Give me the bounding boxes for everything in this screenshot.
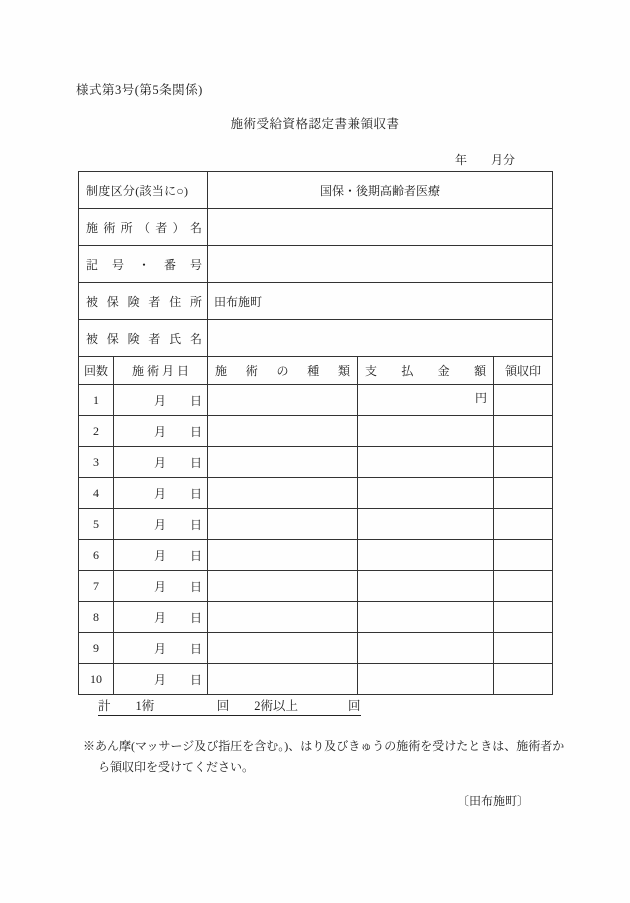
count-cell: 4 [79,478,114,509]
treatment-row [79,602,553,633]
form-number: 様式第3号(第5条関係) [76,83,203,97]
treatment-row [79,571,553,602]
receipt-cell [494,509,553,540]
type-cell [208,447,358,478]
receipt-cell [494,385,553,416]
total-line [98,696,361,714]
receipt-cell [494,540,553,571]
date-cell: 月 日 [114,633,208,664]
date-cell: 月 日 [114,602,208,633]
info-label: 施 術 所 （ 者 ） 名 [79,209,208,246]
info-label: 制度区分(該当に○) [79,172,208,209]
count-cell: 7 [79,571,114,602]
treatment-row [79,540,553,571]
info-row-insured-name [79,320,553,357]
date-cell: 月 日 [114,478,208,509]
receipt-cell [494,478,553,509]
count-cell: 1 [79,385,114,416]
info-value [208,209,553,246]
date-cell: 月 日 [114,571,208,602]
info-value [208,320,553,357]
info-row-practitioner [79,209,553,246]
receipt-cell [494,447,553,478]
type-cell [208,478,358,509]
treatment-row [79,416,553,447]
type-cell [208,602,358,633]
count-cell: 6 [79,540,114,571]
amount-cell [358,447,494,478]
header-amount: 支 払 金 額 [358,357,494,385]
header-date: 施 術 月 日 [114,357,208,385]
date-cell: 月 日 [114,385,208,416]
treatment-row [79,447,553,478]
count-cell: 9 [79,633,114,664]
receipt-cell [494,664,553,695]
treatment-row [79,478,553,509]
treatment-row [79,664,553,695]
info-label: 被 保 険 者 住 所 [79,283,208,320]
count-cell: 3 [79,447,114,478]
info-row-insured-address [79,283,553,320]
receipt-cell [494,633,553,664]
info-label: 記 号 ・ 番 号 [79,246,208,283]
issuer-label: 〔田布施町〕 [457,794,530,808]
header-receipt-stamp: 領収印 [494,357,553,385]
amount-cell [358,571,494,602]
date-cell: 月 日 [114,664,208,695]
receipt-cell [494,571,553,602]
treatment-row [79,633,553,664]
count-cell: 2 [79,416,114,447]
total-line-text: 計 1術 回 2術以上 回 [98,699,361,716]
info-value [208,246,553,283]
page-title: 施術受給資格認定書兼領収書 [230,117,400,131]
amount-cell [358,633,494,664]
header-count: 回数 [79,357,114,385]
receipt-cell [494,602,553,633]
type-cell [208,509,358,540]
date-cell: 月 日 [114,447,208,478]
receipt-cell [494,416,553,447]
info-row-system [79,172,553,209]
amount-cell: 円 [358,385,494,416]
amount-cell [358,602,494,633]
count-cell: 10 [79,664,114,695]
count-cell: 5 [79,509,114,540]
amount-cell [358,509,494,540]
treatment-row [79,509,553,540]
date-cell: 月 日 [114,509,208,540]
amount-cell [358,478,494,509]
type-cell [208,571,358,602]
form-table [78,171,553,695]
amount-cell [358,664,494,695]
date-cell: 月 日 [114,416,208,447]
type-cell [208,416,358,447]
header-type: 施 術 の 種 類 [208,357,358,385]
amount-cell [358,540,494,571]
info-value: 国保・後期高齢者医療 [208,172,553,209]
treatment-header-row [79,357,553,385]
info-row-symbol-number [79,246,553,283]
period-label: 年 月分 [455,153,516,167]
type-cell [208,540,358,571]
info-label: 被 保 険 者 氏 名 [79,320,208,357]
type-cell [208,664,358,695]
type-cell [208,385,358,416]
count-cell: 8 [79,602,114,633]
type-cell [208,633,358,664]
amount-cell [358,416,494,447]
note-text: ※あん摩(マッサージ及び指圧を含む。)、はり及びきゅうの施術を受けたときは、施術者から領収印を受けてください。 [83,739,565,774]
treatment-row [79,385,553,416]
date-cell: 月 日 [114,540,208,571]
info-value: 田布施町 [208,283,553,320]
